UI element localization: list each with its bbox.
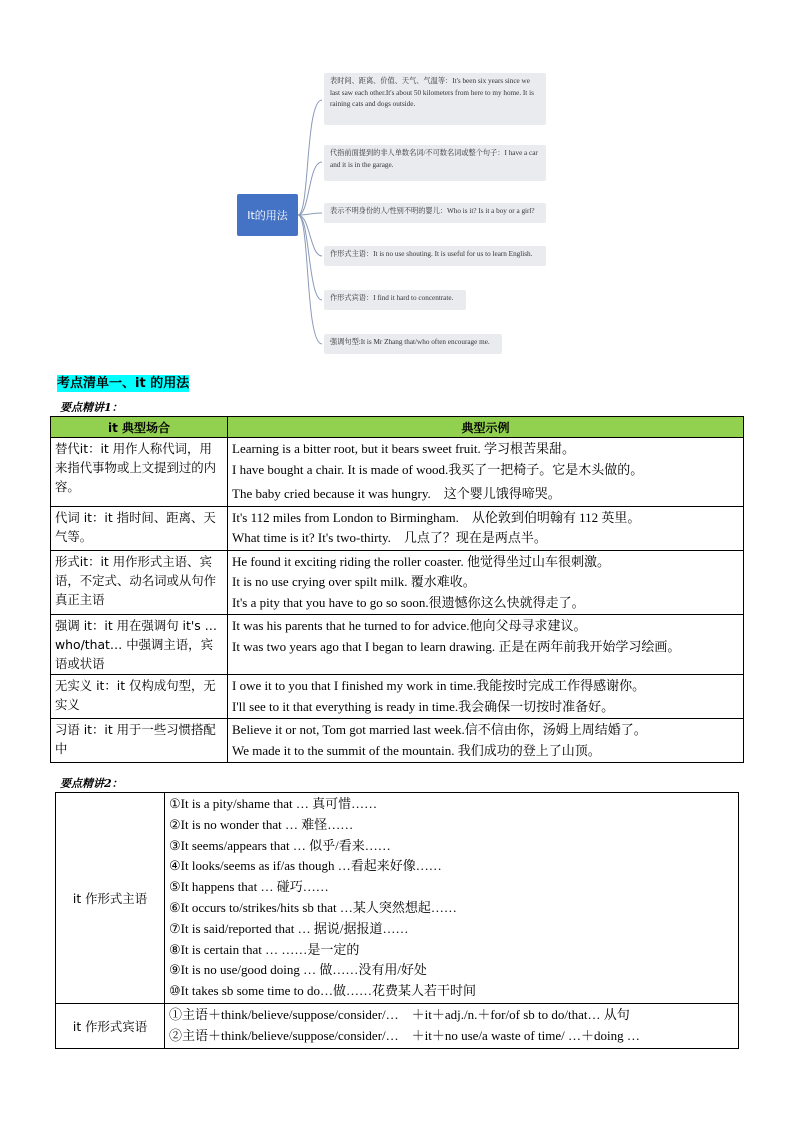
table-row: [51, 438, 744, 507]
category-cell: 代词 it：it 指时间、距离、天气等。: [51, 506, 228, 550]
table-row: [51, 506, 744, 550]
category-cell: 形式it：it 用作形式主语、宾语，不定式、动名词或从句作真正主语: [51, 550, 228, 615]
table-row: [51, 615, 744, 675]
example-line: It's a pity that you have to go so soon.很遗憾你这么快就得走了。: [232, 594, 585, 610]
examples-cell: [228, 550, 744, 615]
example-line: Believe it or not, Tom got married last week.信不信由你，汤姆上周结婚了。: [232, 722, 647, 737]
pattern-item: ⑥It occurs to/strikes/hits sb that …某人突然想起……: [169, 899, 457, 915]
example-line: It is no use crying over spilt milk. 覆水难收。: [232, 574, 476, 589]
pattern-item: ⑦It is said/reported that … 据说/据报道……: [169, 920, 409, 936]
examples-cell: [228, 719, 744, 763]
label-cell: it 作形式宾语: [56, 1003, 165, 1048]
subheading-2: 要点精讲2：: [60, 777, 123, 790]
mind-map-node: 代指前面提到的非人单数名词/不可数名词或整个句子：I have a car and it is in the garage.: [324, 145, 546, 181]
example-line: We made it to the summit of the mountain. 我们成功的登上了山顶。: [232, 742, 601, 758]
subheading-1: 要点精讲1：: [60, 401, 123, 414]
pattern-item: ①It is a pity/shame that … 真可惜……: [169, 796, 378, 811]
table-row: [51, 550, 744, 615]
pattern-item: ①主语＋think/believe/suppose/consider/… ＋it＋adj./n.＋for/of sb to do/that… 从句: [169, 1006, 630, 1022]
category-cell: 强调 it：it 用在强调句 it's …who/that… 中强调主语，宾语或状语: [51, 615, 228, 675]
mind-map-node: 作形式主语：It is no use shouting. It is useful for us to learn English.: [324, 246, 546, 266]
pattern-item: ④It looks/seems as if/as though …看起来好像……: [169, 858, 442, 874]
table-row: [51, 719, 744, 763]
pattern-item: ⑤It happens that … 碰巧……: [169, 879, 329, 895]
category-cell: 习语 it：it 用于一些习惯搭配中: [51, 719, 228, 763]
table-row: [56, 1003, 739, 1048]
pattern-item: ⑩It takes sb some time to do…做……花费某人若干时间: [169, 983, 477, 999]
example-line: What time is it? It's two-thirty. 几点了？现在是两点半。: [232, 530, 547, 545]
label-cell: it 作形式主语: [56, 793, 165, 1004]
mind-map-connectors: [0, 0, 794, 365]
example-line: It's 112 miles from London to Birmingham. 从伦敦到伯明翰有 112 英里。: [232, 509, 641, 525]
example-line: I'll see to it that everything is ready in time.我会确保一切按时准备好。: [232, 698, 615, 714]
table-row: [51, 675, 744, 719]
pattern-item: ②主语＋think/believe/suppose/consider/… ＋it＋no use/a waste of time/ …＋doing …: [169, 1027, 640, 1043]
examples-cell: [228, 615, 744, 675]
mind-map-node: 表示不明身份的人/性别不明的婴儿：Who is it? Is it a boy or a girl?: [324, 203, 546, 223]
column-header: 典型示例: [228, 417, 744, 438]
example-line: It was two years ago that I began to learn drawing. 正是在两年前我开始学习绘画。: [232, 638, 681, 654]
examples-cell: [228, 438, 744, 507]
pattern-item: ⑨It is no use/good doing … 做……没有用/好处: [169, 962, 427, 978]
example-line: I have bought a chair. It is made of wood.我买了一把椅子。它是木头做的。: [232, 461, 644, 477]
column-header: it 典型场合: [51, 417, 228, 438]
category-cell: 无实义 it：it 仅构成句型，无实义: [51, 675, 228, 719]
mind-map: [0, 0, 794, 365]
example-line: It was his parents that he turned to for advice.他向父母寻求建议。: [232, 618, 587, 633]
usage-table: [50, 416, 744, 763]
example-line: Learning is a bitter root, but it bears sweet fruit. 学习根苦果甜。: [232, 441, 575, 456]
example-line: I owe it to you that I finished my work in time.我能按时完成工作得感谢你。: [232, 678, 646, 693]
category-cell: 替代it：it 用作人称代词，用来指代事物或上文提到过的内容。: [51, 438, 228, 507]
mind-map-root: It的用法: [237, 194, 298, 236]
pattern-list-cell: [165, 1003, 739, 1048]
pattern-item: ③It seems/appears that … 似乎/看来……: [169, 837, 391, 853]
pattern-list-cell: [165, 793, 739, 1004]
section-title: 考点清单一、it 的用法: [57, 376, 190, 391]
example-line: The baby cried because it was hungry. 这个婴儿饿得啼哭。: [232, 486, 561, 501]
mind-map-node: 表时间、距离、价值、天气、气温等：It's been six years since we last saw each other.It's about 50 kilometers from here to my home. It is raining cats and dogs outside.: [324, 73, 546, 125]
table-row: [56, 793, 739, 1004]
examples-cell: [228, 506, 744, 550]
table-header-row: [51, 417, 744, 438]
examples-cell: [228, 675, 744, 719]
pattern-item: ⑧It is certain that … ……是一定的: [169, 941, 360, 957]
formal-it-table: [55, 792, 739, 1049]
mind-map-node: 强调句型:It is Mr Zhang that/who often encourage me.: [324, 334, 502, 354]
mind-map-node: 作形式宾语：I find it hard to concentrate.: [324, 290, 466, 310]
example-line: He found it exciting riding the roller coaster. 他觉得坐过山车很刺激。: [232, 553, 611, 569]
pattern-item: ②It is no wonder that … 难怪……: [169, 816, 354, 832]
